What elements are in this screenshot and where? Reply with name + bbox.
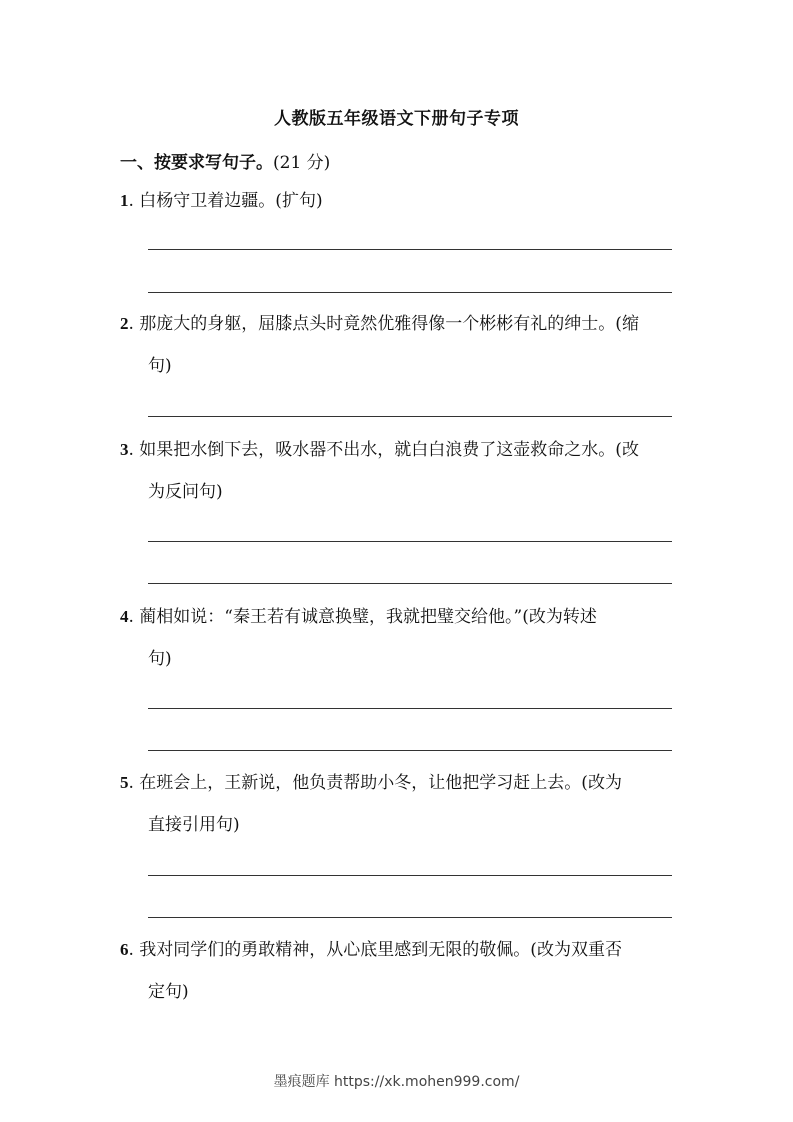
- page-title: 人教版五年级语文下册句子专项: [274, 109, 519, 129]
- question-number: 1: [120, 191, 129, 210]
- section-score: (21 分): [273, 153, 331, 173]
- question-text: . 如果把水倒下去，吸水器不出水，就白白浪费了这壶救命之水。(改: [128, 440, 639, 460]
- answer-line[interactable]: [148, 750, 672, 751]
- question-3: [120, 429, 676, 513]
- question-text-continued: 为反问句): [148, 482, 223, 502]
- answer-line[interactable]: [148, 249, 672, 250]
- question-number: 6: [120, 940, 129, 959]
- question-4: [120, 596, 676, 680]
- question-text-continued: 句): [148, 356, 172, 376]
- question-text: . 在班会上，王新说，他负责帮助小冬，让他把学习赶上去。(改为: [128, 773, 622, 793]
- answer-line[interactable]: [148, 541, 672, 542]
- question-number: 3: [120, 440, 129, 459]
- question-text: . 那庞大的身躯，屈膝点头时竟然优雅得像一个彬彬有礼的绅士。(缩: [128, 314, 639, 334]
- question-text: . 白杨守卫着边疆。(扩句): [128, 191, 323, 211]
- answer-line[interactable]: [148, 292, 672, 293]
- answer-line[interactable]: [148, 875, 672, 876]
- answer-line[interactable]: [148, 917, 672, 918]
- section-heading: [120, 148, 330, 173]
- question-text-continued: 定句): [148, 982, 189, 1002]
- question-5: [120, 762, 676, 846]
- question-2: [120, 303, 676, 387]
- answer-line[interactable]: [148, 583, 672, 584]
- question-text-continued: 直接引用句): [148, 815, 240, 835]
- question-6: [120, 929, 676, 1013]
- question-text: . 蔺相如说：“秦王若有诚意换璧，我就把璧交给他。”(改为转述: [128, 607, 597, 627]
- question-text: . 我对同学们的勇敢精神，从心底里感到无限的敬佩。(改为双重否: [128, 940, 622, 960]
- question-number: 5: [120, 773, 129, 792]
- question-text-continued: 句): [148, 649, 172, 669]
- footer-watermark: 墨痕题库 https://xk.mohen999.com/: [273, 1074, 520, 1090]
- answer-line[interactable]: [148, 708, 672, 709]
- question-number: 2: [120, 314, 129, 333]
- section-heading-text: 一、按要求写句子。: [120, 153, 273, 173]
- answer-line[interactable]: [148, 416, 672, 417]
- question-1: [120, 180, 676, 222]
- question-number: 4: [120, 607, 129, 626]
